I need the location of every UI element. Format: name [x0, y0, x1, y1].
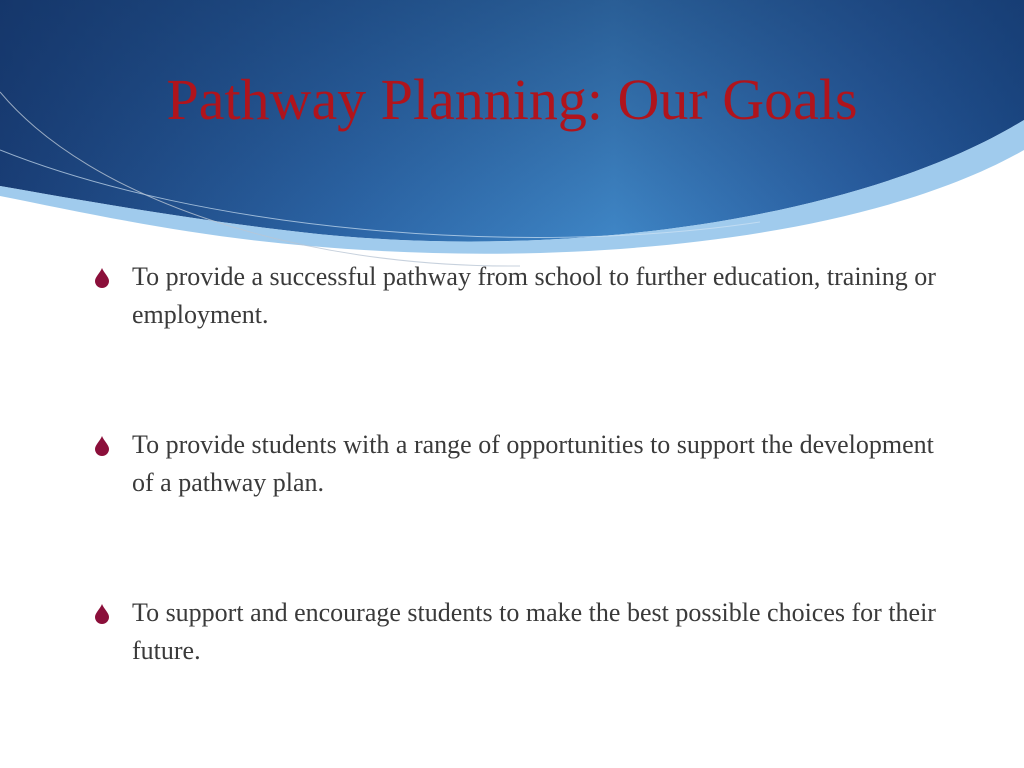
bullet-item	[92, 594, 952, 670]
teardrop-bullet-icon	[94, 436, 110, 456]
bullet-text: To support and encourage students to make the best possible choices for their future.	[132, 598, 936, 665]
bullet-text: To provide a successful pathway from school to further education, training or employment.	[132, 262, 936, 329]
header-banner	[0, 0, 1024, 270]
bullet-item	[92, 426, 952, 502]
slide-title: Pathway Planning: Our Goals	[166, 67, 858, 132]
teardrop-bullet-icon	[94, 268, 110, 288]
bullet-text: To provide students with a range of opportunities to support the development of a pathway plan.	[132, 430, 934, 497]
bullet-list	[92, 258, 952, 762]
bullet-item	[92, 258, 952, 334]
teardrop-bullet-icon	[94, 604, 110, 624]
